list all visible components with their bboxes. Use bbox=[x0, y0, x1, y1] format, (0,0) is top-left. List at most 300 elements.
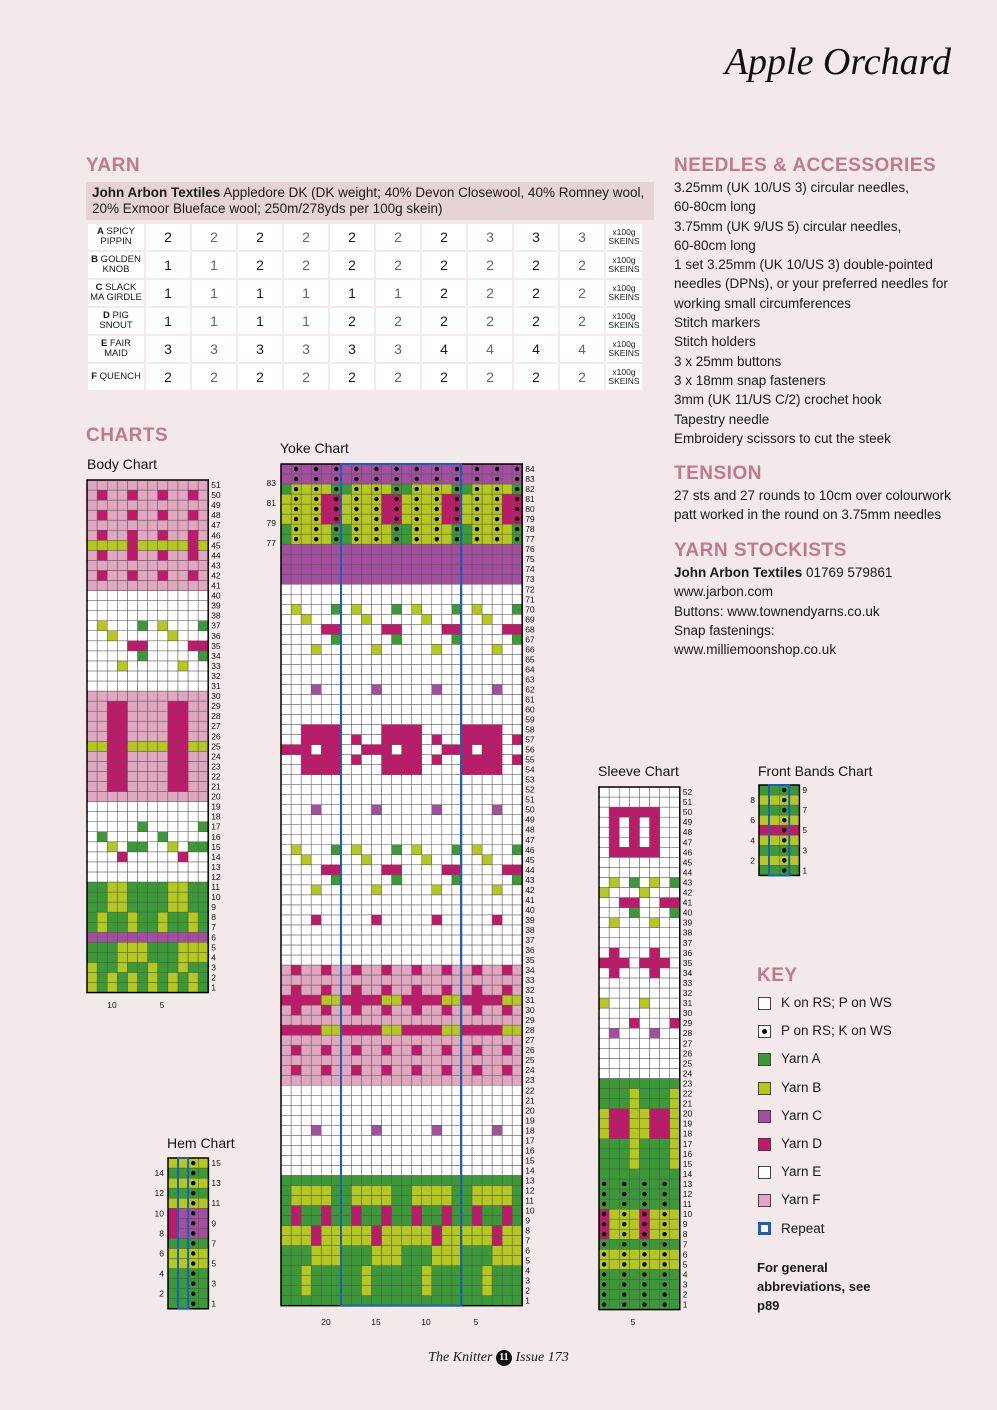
yoke-chart-cell bbox=[442, 1195, 452, 1205]
body-chart-cell bbox=[168, 681, 178, 691]
hem-chart-purl-dot bbox=[191, 1291, 195, 1295]
body-chart-row-number: 47 bbox=[211, 520, 221, 531]
stockist-line: Buttons: www.townendyarns.co.uk bbox=[674, 603, 880, 619]
yoke-chart-cell bbox=[281, 604, 291, 614]
yoke-chart-purl-dot bbox=[455, 517, 459, 521]
yoke-chart-cell bbox=[382, 1125, 392, 1135]
body-chart-cell bbox=[148, 872, 158, 882]
tension-line: patt worked in the round on 3.75mm needles bbox=[674, 507, 942, 523]
yoke-chart-row-number: 28 bbox=[525, 1025, 535, 1036]
yoke-chart-cell bbox=[311, 735, 321, 745]
sleeve-chart-cell bbox=[670, 1018, 680, 1028]
body-chart-row-number: 42 bbox=[211, 570, 221, 581]
yoke-chart-cell bbox=[442, 995, 452, 1005]
yoke-chart-cell bbox=[502, 1236, 512, 1246]
yoke-chart-cell bbox=[482, 1135, 492, 1145]
yoke-chart-cell bbox=[422, 1246, 432, 1256]
yoke-chart-row-number: 78 bbox=[525, 524, 535, 535]
yoke-chart-cell bbox=[472, 985, 482, 995]
yoke-chart-cell bbox=[301, 715, 311, 725]
sleeve-chart-cell bbox=[619, 827, 629, 837]
yoke-chart-column-label: 20 bbox=[321, 1317, 331, 1327]
body-chart-cell bbox=[138, 591, 148, 601]
yoke-chart-cell bbox=[382, 1246, 392, 1256]
yoke-chart-cell bbox=[371, 1115, 381, 1125]
yoke-chart-cell bbox=[341, 584, 351, 594]
yoke-chart-cell bbox=[492, 815, 502, 825]
yoke-chart-cell bbox=[442, 905, 452, 915]
yoke-chart-cell bbox=[472, 795, 482, 805]
yoke-chart-cell bbox=[512, 905, 522, 915]
body-chart-cell bbox=[188, 751, 198, 761]
yarn-brand: John Arbon Textiles bbox=[92, 185, 221, 200]
body-chart-cell bbox=[107, 761, 117, 771]
yoke-chart-cell bbox=[371, 584, 381, 594]
sleeve-chart-cell bbox=[629, 958, 639, 968]
yoke-chart-cell bbox=[382, 644, 392, 654]
yoke-chart-cell bbox=[321, 1226, 331, 1236]
yoke-chart-cell bbox=[361, 524, 371, 534]
sleeve-chart-cell bbox=[619, 807, 629, 817]
yoke-chart-cell bbox=[512, 715, 522, 725]
yoke-chart-cell bbox=[341, 775, 351, 785]
yoke-chart-cell bbox=[422, 1095, 432, 1105]
yoke-chart-cell bbox=[422, 1266, 432, 1276]
yoke-chart-cell bbox=[361, 1205, 371, 1215]
yoke-chart-cell bbox=[412, 1115, 422, 1125]
yoke-chart-cell bbox=[361, 995, 371, 1005]
yoke-chart-cell bbox=[502, 554, 512, 564]
yoke-chart-row-number: 47 bbox=[525, 834, 535, 845]
yoke-chart-cell bbox=[331, 915, 341, 925]
yoke-chart-cell bbox=[371, 564, 381, 574]
yoke-chart-cell bbox=[402, 755, 412, 765]
body-chart-row-number: 32 bbox=[211, 670, 221, 681]
yoke-chart-row-number: 65 bbox=[525, 654, 535, 665]
yoke-chart-cell bbox=[502, 935, 512, 945]
yoke-chart-cell bbox=[492, 795, 502, 805]
yoke-chart-cell bbox=[321, 1115, 331, 1125]
yoke-chart-cell bbox=[512, 1035, 522, 1045]
yoke-chart-cell bbox=[301, 885, 311, 895]
sleeve-chart-cell bbox=[619, 958, 629, 968]
body-chart-cell bbox=[148, 822, 158, 832]
front-bands-chart-cell bbox=[759, 825, 769, 835]
yoke-chart-cell bbox=[502, 594, 512, 604]
body-chart-cell bbox=[198, 671, 208, 681]
yoke-chart-cell bbox=[442, 745, 452, 755]
yoke-chart-cell bbox=[512, 1105, 522, 1115]
body-chart-cell bbox=[117, 942, 127, 952]
yoke-chart-cell bbox=[462, 965, 472, 975]
yoke-chart-cell bbox=[341, 704, 351, 714]
yoke-chart-cell bbox=[361, 815, 371, 825]
yoke-chart-cell bbox=[432, 885, 442, 895]
sleeve-chart-cell bbox=[639, 827, 649, 837]
yoke-chart-cell bbox=[291, 1266, 301, 1276]
yoke-chart-cell bbox=[321, 825, 331, 835]
sleeve-chart-cell bbox=[609, 1129, 619, 1139]
body-chart-cell bbox=[188, 540, 198, 550]
yoke-chart-cell bbox=[291, 544, 301, 554]
sleeve-chart-cell bbox=[629, 1209, 639, 1219]
yoke-chart-cell bbox=[462, 985, 472, 995]
yoke-chart-cell bbox=[291, 895, 301, 905]
yoke-chart-cell bbox=[402, 945, 412, 955]
yoke-chart-cell bbox=[402, 1085, 412, 1095]
body-chart-cell bbox=[188, 962, 198, 972]
sleeve-chart-cell bbox=[660, 958, 670, 968]
yarn-row-label: D PIG SNOUT bbox=[88, 308, 144, 334]
yoke-chart-cell bbox=[432, 1256, 442, 1266]
body-chart-cell bbox=[117, 782, 127, 792]
sleeve-chart-title: Sleeve Chart bbox=[598, 763, 679, 779]
sleeve-chart-row-number: 12 bbox=[682, 1189, 693, 1200]
body-chart-cell bbox=[198, 560, 208, 570]
yoke-chart-cell bbox=[281, 634, 291, 644]
body-chart-cell bbox=[97, 902, 107, 912]
yoke-chart-cell bbox=[382, 694, 392, 704]
yoke-chart-cell bbox=[422, 1216, 432, 1226]
yoke-chart-cell bbox=[361, 1075, 371, 1085]
sleeve-chart-cell bbox=[599, 928, 609, 938]
yoke-chart-cell bbox=[402, 805, 412, 815]
yoke-chart-cell bbox=[512, 1205, 522, 1215]
yoke-chart-cell bbox=[402, 1045, 412, 1055]
yoke-chart-cell bbox=[371, 715, 381, 725]
yoke-chart-cell bbox=[341, 594, 351, 604]
body-chart-cell bbox=[138, 942, 148, 952]
body-chart-cell bbox=[188, 832, 198, 842]
sleeve-chart-cell bbox=[609, 1048, 619, 1058]
yoke-chart-cell bbox=[301, 1075, 311, 1085]
yoke-chart-cell bbox=[361, 514, 371, 524]
yoke-chart-cell bbox=[331, 1045, 341, 1055]
body-chart-cell bbox=[168, 932, 178, 942]
body-chart-cell bbox=[138, 701, 148, 711]
yoke-chart-cell bbox=[301, 975, 311, 985]
yoke-chart-cell bbox=[502, 765, 512, 775]
yoke-chart-cell bbox=[281, 1045, 291, 1055]
yoke-chart-cell bbox=[382, 1145, 392, 1155]
yoke-chart-cell bbox=[331, 574, 341, 584]
body-chart-cell bbox=[127, 570, 137, 580]
yoke-chart-cell bbox=[291, 1256, 301, 1266]
yoke-chart-cell bbox=[432, 1035, 442, 1045]
hem-chart-row-number: 11 bbox=[211, 1198, 221, 1209]
yoke-chart-cell bbox=[422, 1025, 432, 1035]
yoke-chart-cell bbox=[341, 815, 351, 825]
yoke-chart-cell bbox=[502, 694, 512, 704]
body-chart-cell bbox=[148, 962, 158, 972]
sleeve-chart-cell bbox=[619, 1159, 629, 1169]
yarn-amount: 2 bbox=[284, 252, 328, 278]
yoke-chart-cell bbox=[311, 965, 321, 975]
body-chart-cell bbox=[148, 661, 158, 671]
yoke-chart-cell bbox=[382, 865, 392, 875]
sleeve-chart-cell bbox=[650, 847, 660, 857]
yoke-chart-cell bbox=[402, 905, 412, 915]
yoke-chart-cell bbox=[502, 985, 512, 995]
sleeve-chart-purl-dot bbox=[602, 1252, 606, 1256]
yoke-chart-cell bbox=[301, 674, 311, 684]
yoke-chart-cell bbox=[281, 735, 291, 745]
yoke-chart-cell bbox=[311, 975, 321, 985]
yoke-chart-cell bbox=[492, 885, 502, 895]
yoke-chart-cell bbox=[502, 965, 512, 975]
yoke-chart-cell bbox=[402, 1075, 412, 1085]
body-chart-cell bbox=[97, 792, 107, 802]
sleeve-chart-cell bbox=[660, 918, 670, 928]
yoke-chart-cell bbox=[512, 935, 522, 945]
yoke-chart-cell bbox=[432, 1105, 442, 1115]
yoke-chart-row-number: 17 bbox=[525, 1135, 535, 1146]
sleeve-chart-cell bbox=[629, 1139, 639, 1149]
sleeve-chart-cell bbox=[660, 1078, 670, 1088]
sleeve-chart-cell bbox=[599, 1068, 609, 1078]
yoke-chart-cell bbox=[371, 875, 381, 885]
yoke-chart-cell bbox=[492, 704, 502, 714]
body-chart-cell bbox=[117, 902, 127, 912]
body-chart-cell bbox=[188, 631, 198, 641]
yoke-chart-cell bbox=[402, 594, 412, 604]
yoke-chart-cell bbox=[472, 1095, 482, 1105]
body-chart-cell bbox=[87, 701, 97, 711]
body-chart-cell bbox=[138, 862, 148, 872]
sleeve-chart-cell bbox=[619, 898, 629, 908]
yoke-chart-cell bbox=[422, 785, 432, 795]
yoke-chart-cell bbox=[361, 1025, 371, 1035]
yoke-chart-purl-dot bbox=[455, 467, 459, 471]
yoke-chart-cell bbox=[432, 905, 442, 915]
sleeve-chart-cell bbox=[609, 1149, 619, 1159]
yoke-chart-cell bbox=[291, 1105, 301, 1115]
yarn-amount: 2 bbox=[514, 308, 558, 334]
sleeve-chart-cell bbox=[639, 918, 649, 928]
yoke-chart-cell bbox=[351, 1085, 361, 1095]
yoke-chart-cell bbox=[321, 775, 331, 785]
body-chart-cell bbox=[138, 581, 148, 591]
sleeve-chart-cell bbox=[670, 1068, 680, 1078]
yoke-chart-cell bbox=[291, 1025, 301, 1035]
sleeve-chart-cell bbox=[599, 1028, 609, 1038]
yoke-chart-cell bbox=[502, 845, 512, 855]
yoke-chart-cell bbox=[412, 654, 422, 664]
yoke-chart-cell bbox=[402, 725, 412, 735]
yoke-chart-cell bbox=[422, 674, 432, 684]
body-chart-cell bbox=[138, 872, 148, 882]
yoke-chart-cell bbox=[382, 1165, 392, 1175]
hem-chart-row-number: 15 bbox=[211, 1158, 221, 1169]
body-chart-cell bbox=[127, 842, 137, 852]
yoke-chart-cell bbox=[321, 1085, 331, 1095]
yoke-chart-cell bbox=[442, 1266, 452, 1276]
yoke-chart-cell bbox=[432, 1205, 442, 1215]
yoke-chart-cell bbox=[291, 935, 301, 945]
yoke-chart-cell bbox=[402, 484, 412, 494]
yoke-chart-cell bbox=[402, 965, 412, 975]
yoke-chart-cell bbox=[482, 694, 492, 704]
body-chart-row-number: 49 bbox=[211, 500, 221, 511]
yoke-chart-cell bbox=[402, 1145, 412, 1155]
body-chart-cell bbox=[97, 892, 107, 902]
yoke-chart-cell bbox=[402, 1195, 412, 1205]
sleeve-chart-cell bbox=[609, 867, 619, 877]
sleeve-chart-cell bbox=[629, 1149, 639, 1159]
yoke-chart-cell bbox=[382, 1276, 392, 1286]
body-chart-cell bbox=[158, 581, 168, 591]
body-chart-cell bbox=[198, 500, 208, 510]
yoke-chart-cell bbox=[371, 995, 381, 1005]
yoke-chart-cell bbox=[412, 1286, 422, 1296]
yoke-chart-cell bbox=[291, 1045, 301, 1055]
yoke-chart-cell bbox=[502, 1115, 512, 1125]
yoke-chart-cell bbox=[331, 604, 341, 614]
yoke-chart-cell bbox=[402, 634, 412, 644]
yoke-chart-cell bbox=[472, 765, 482, 775]
yoke-chart-cell bbox=[402, 925, 412, 935]
sleeve-chart-cell bbox=[670, 968, 680, 978]
body-chart-cell bbox=[188, 741, 198, 751]
yoke-chart-cell bbox=[472, 1175, 482, 1185]
yoke-chart-cell bbox=[361, 1276, 371, 1286]
hem-chart-purl-dot bbox=[191, 1171, 195, 1175]
tension-line: 27 sts and 27 rounds to 10cm over colourwork bbox=[674, 488, 951, 503]
hem-chart-cell bbox=[178, 1188, 188, 1198]
yoke-chart-purl-dot bbox=[435, 527, 439, 531]
body-chart-cell bbox=[148, 922, 158, 932]
yoke-chart-cell bbox=[442, 624, 452, 634]
body-chart-cell bbox=[158, 691, 168, 701]
yoke-chart-cell bbox=[462, 805, 472, 815]
yoke-chart-cell bbox=[492, 915, 502, 925]
yoke-chart-cell bbox=[392, 1025, 402, 1035]
yoke-chart-cell bbox=[291, 865, 301, 875]
yoke-chart-cell bbox=[301, 504, 311, 514]
sleeve-chart-cell bbox=[629, 998, 639, 1008]
yoke-chart-cell bbox=[392, 1035, 402, 1045]
yoke-chart-cell bbox=[512, 644, 522, 654]
yoke-chart-cell bbox=[482, 725, 492, 735]
yoke-chart-cell bbox=[482, 885, 492, 895]
yoke-chart-cell bbox=[371, 815, 381, 825]
yoke-chart-cell bbox=[301, 1015, 311, 1025]
sleeve-chart-cell bbox=[660, 817, 670, 827]
yoke-chart-cell bbox=[291, 905, 301, 915]
yoke-chart-cell bbox=[412, 715, 422, 725]
yoke-chart-cell bbox=[462, 604, 472, 614]
yoke-chart-cell bbox=[361, 1135, 371, 1145]
body-chart-row-number: 23 bbox=[211, 761, 221, 772]
body-chart-cell bbox=[188, 681, 198, 691]
body-chart-cell bbox=[107, 922, 117, 932]
body-chart-cell bbox=[178, 832, 188, 842]
yoke-chart-cell bbox=[351, 704, 361, 714]
body-chart-row-number: 31 bbox=[211, 681, 221, 692]
yarn-row-label: B GOLDEN KNOB bbox=[88, 252, 144, 278]
body-chart-cell bbox=[127, 892, 137, 902]
yoke-chart-cell bbox=[472, 935, 482, 945]
body-chart-cell bbox=[148, 701, 158, 711]
yoke-chart-cell bbox=[351, 1025, 361, 1035]
yoke-chart-purl-dot bbox=[374, 537, 378, 541]
yoke-chart-cell bbox=[281, 745, 291, 755]
yoke-chart-cell bbox=[311, 1246, 321, 1256]
yoke-chart-cell bbox=[301, 614, 311, 624]
yoke-chart-cell bbox=[392, 1145, 402, 1155]
yoke-chart-cell bbox=[482, 1195, 492, 1205]
yoke-chart-cell bbox=[291, 745, 301, 755]
yoke-chart-cell bbox=[432, 845, 442, 855]
body-chart-cell bbox=[107, 510, 117, 520]
sleeve-chart-cell bbox=[599, 998, 609, 1008]
yoke-chart-cell bbox=[462, 644, 472, 654]
yoke-chart-cell bbox=[502, 1185, 512, 1195]
yoke-chart-cell bbox=[341, 1276, 351, 1286]
key-label: Yarn D bbox=[781, 1135, 823, 1151]
yoke-chart-purl-dot bbox=[435, 467, 439, 471]
yoke-chart-cell bbox=[382, 785, 392, 795]
body-chart-cell bbox=[168, 751, 178, 761]
yoke-chart-cell bbox=[392, 1075, 402, 1085]
body-chart-cell bbox=[148, 852, 158, 862]
yoke-chart-cell bbox=[402, 935, 412, 945]
yoke-chart-cell bbox=[402, 735, 412, 745]
yoke-chart-cell bbox=[482, 925, 492, 935]
body-chart-cell bbox=[198, 711, 208, 721]
yoke-chart-row-number: 21 bbox=[525, 1095, 535, 1106]
yoke-chart-cell bbox=[281, 815, 291, 825]
sleeve-chart-cell bbox=[609, 1159, 619, 1169]
front-bands-chart-cell bbox=[759, 855, 769, 865]
sleeve-chart-cell bbox=[599, 1099, 609, 1109]
hem-chart-cell bbox=[178, 1269, 188, 1279]
yoke-chart-cell bbox=[482, 684, 492, 694]
yoke-chart-purl-dot bbox=[334, 467, 338, 471]
sleeve-chart-cell bbox=[650, 1229, 660, 1239]
body-chart-cell bbox=[127, 882, 137, 892]
yoke-chart-row-number: 70 bbox=[525, 604, 535, 615]
yoke-chart-row-number: 62 bbox=[525, 684, 535, 695]
body-chart-cell bbox=[87, 601, 97, 611]
body-chart-cell bbox=[127, 983, 137, 993]
yoke-chart-cell bbox=[321, 494, 331, 504]
body-chart-cell bbox=[198, 842, 208, 852]
body-chart-cell bbox=[107, 721, 117, 731]
yoke-chart-cell bbox=[392, 745, 402, 755]
yoke-chart-cell bbox=[281, 1246, 291, 1256]
body-chart-cell bbox=[178, 510, 188, 520]
yarn-amount: 4 bbox=[468, 336, 512, 362]
yoke-chart-cell bbox=[402, 1125, 412, 1135]
yoke-chart-cell bbox=[412, 725, 422, 735]
front-bands-chart-cell bbox=[759, 795, 769, 805]
yoke-chart-cell bbox=[291, 1035, 301, 1045]
yoke-chart-cell bbox=[402, 614, 412, 624]
body-chart-cell bbox=[138, 892, 148, 902]
body-chart-cell bbox=[198, 741, 208, 751]
yoke-chart-cell bbox=[351, 684, 361, 694]
body-chart-cell bbox=[148, 942, 158, 952]
sleeve-chart-cell bbox=[629, 1290, 639, 1300]
yoke-chart-cell bbox=[371, 1195, 381, 1205]
yoke-chart-cell bbox=[422, 935, 432, 945]
yoke-chart-cell bbox=[311, 1015, 321, 1025]
body-chart-cell bbox=[87, 731, 97, 741]
yoke-chart-cell bbox=[462, 554, 472, 564]
yoke-chart-cell bbox=[341, 544, 351, 554]
body-chart-cell bbox=[158, 771, 168, 781]
